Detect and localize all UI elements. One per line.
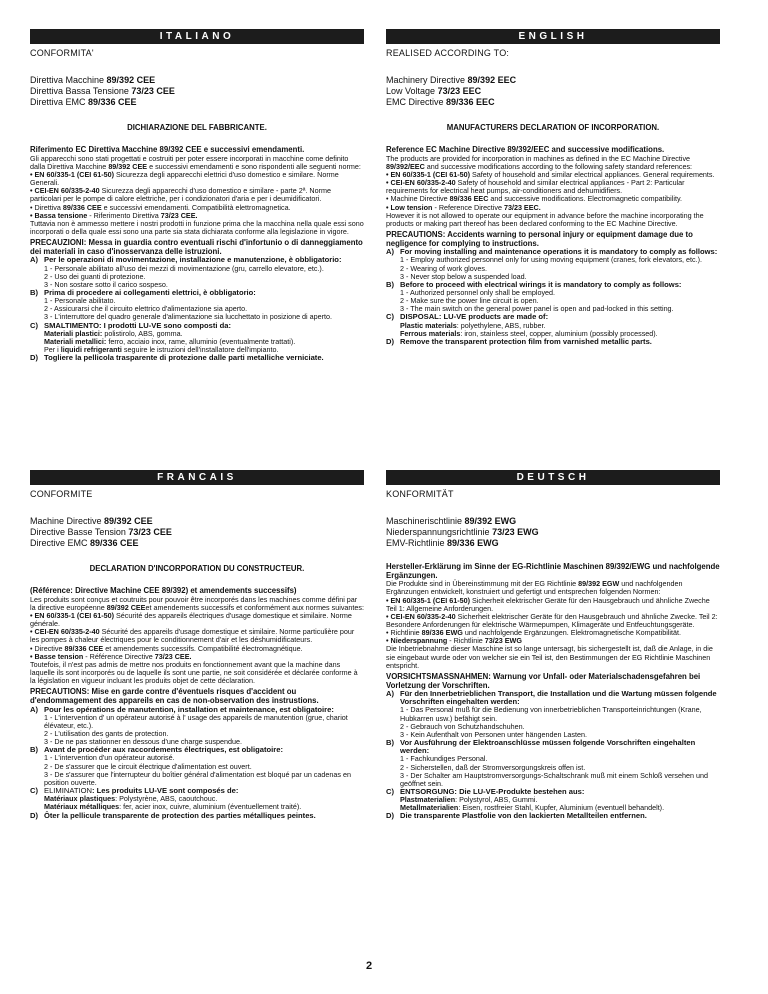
paragraph: Tuttavia non è ammesso mettere i nostri prodotti in funzione prima che la macchina nella quale essi sono incorporati o della quale essi sono una parte sia stata dichiarata conforme alla legislazione in vigore. xyxy=(30,218,364,236)
declaration-body xyxy=(386,563,720,821)
list-item: D) Ôter la pellicule transparente de protection des parties métalliques peintes. xyxy=(30,810,316,820)
directive-line: EMV-Richtlinie 89/336 EWG xyxy=(386,538,499,548)
directive-line: Machinery Directive 89/392 EEC xyxy=(386,75,517,85)
standard-item: • EN 60/335-1 (CEI 61-50) Sicurezza degli apparecchi elettrici d'uso domestico e similare. Norme Generali. xyxy=(30,169,339,188)
list-item: D) Remove the transparent protection film from varnished metallic parts. xyxy=(386,336,652,346)
section-francais xyxy=(30,470,364,820)
reference-heading: (Référence: Directive Machine CEE 89/392) et amendements successifs) xyxy=(30,586,297,595)
standard-item: • Machine Directive 89/336 EEC and successive modifications. Electromagnetic compatibility. xyxy=(386,194,683,204)
declaration-title: DICHIARAZIONE DEL FABBRICANTE. xyxy=(127,123,267,132)
paragraph: The products are provided for incorporation in machines as defined in the EC Machine Directive 89/392/EEC and successive modifications according to the following safety standard references: xyxy=(386,153,693,171)
list-item: B) Prima di procedere ai collegamenti elettrici, è obbligatorio: 1 - Personale abilitato. 2 - Assicurarsi che il circuito elettrico d'alimentazione sia aperto. 3 - L'interruttore del quadro generale d'alimentazione sia lucchettato in posizione di aperto. xyxy=(30,287,333,322)
list-item: A) For moving installing and maintenance operations it is mandatory to comply as follows: 1 - Employ authorized personnel only for using moving equipment (cranes, fork elevators, etc.). 2 - Wearing of work gloves. 3 - Never stop below a suspended load. xyxy=(386,247,718,281)
page-number: 2 xyxy=(366,960,373,972)
precautions-heading: PRECAUTIONS: Mise en garde contre d'éventuels risques d'accident ou d'endommagement des appareils en cas de non-observation des instrustions. xyxy=(30,687,319,705)
section-italiano xyxy=(30,29,364,362)
list-item: D) Die transparente Plastfolie von den lackierten Metallteilen entfernen. xyxy=(386,811,647,821)
standard-item: • CEI-EN 60/335-2-40 Sicherheit elektrischer Geräte für den Hausgebrauch und ähnliche Zwecke. Teil 2: Besondere Anforderungen für elektrische Wärmepumpen, Klimageräte und Entfeuchtungsgeräte. xyxy=(386,611,718,629)
precautions-heading: PRECAUZIONI: Messa in guardia contro eventuali rischi d'infortunio o di danneggiamento dei materiali in caso d'inosservanza delle istruzioni. xyxy=(30,238,363,256)
directives-list xyxy=(30,75,364,108)
list-item: B) Avant de procéder aux raccordements électriques, est obligatoire: 1 - L'intervention d'un opérateur autorisé. 2 - De s'assurer que le circuit électrique d'alimentation est ouvert. 3 - De s'assurer que l'interrupteur du boîtier général d'alimentation est bloqué par un cadenas en position ouverte. xyxy=(30,745,351,787)
list-item: D) Togliere la pellicola trasparente di protezione dalle parti metalliche verniciate. xyxy=(30,353,324,363)
section-english xyxy=(386,29,720,346)
precautions-heading: VORSICHTSMASSNAHMEN: Warnung vor Unfall- oder Materialschadensgefahren bei Vorletzung der Vorschriften. xyxy=(386,671,701,690)
list-item: C) SMALTIMENTO: I prodotti LU-VE sono composti da: Materiali plastici: polistirolo, ABS, gomma. Materiali metallici: ferro, acciaio inox, rame, alluminio (eventualmente trattati). Per i liquidi refrigeranti seguire le istruzioni dell'installatore dell'impianto. xyxy=(30,320,296,355)
conformity-label: CONFORMITE xyxy=(30,489,93,499)
declaration-title: DECLARATION D'INCORPORATION DU CONSTRUCTEUR. xyxy=(89,564,305,573)
section-deutsch xyxy=(386,470,720,821)
standard-item: • EN 60/335-1 (CEI 61-50) Sécurité des appareils électriques d'usage domestique et similaire. Norme générale. xyxy=(30,610,352,629)
standard-item: • Richtlinie 89/336 EWG und nachfolgende Ergänzungen. Elektromagnetische Kompatibilität. xyxy=(386,628,681,638)
language-banner-italiano: ITALIANO xyxy=(30,29,364,44)
list-item: C) ELIMINATION: Les produits LU-VE sont composés de: Matériaux plastiques: Polystyrène, ABS, caoutchouc. Matériaux métalliques: fer, acier inox, cuivre, aluminium (éventuellement traité). xyxy=(30,786,302,812)
standard-item: • CEI-EN 60/335-2-40 Sécurité des appareils d'usage domestique et similaire. Norme particulière pour les pompes à chaleur électriques pour le conditionnement d'air et les déshumidificateurs. xyxy=(30,627,355,645)
list-item: A) Pour les opérations de manutention, installation et maintenance, est obligatoire: 1 - L'intervention d' un opérateur autorisé à l' usage des appareils de manutention (grue, chariot élévateur, etc.). 2 - L'utilisation des gants de protection. 3 - De ne pas stationner en dessous d'une charge suspendue. xyxy=(30,704,348,747)
directive-line: Low Voltage 73/23 EEC xyxy=(386,86,482,96)
reference-heading: Reference EC Machine Directive 89/392/EEC and successive modifications. xyxy=(386,145,665,154)
standard-item: • EN 60/335-1 (CEI 61-50) Sicherheit elektrischer Geräte für den Hausgebrauch und ähnliche Zweche Teil 1: Allgemeine Anforderungen. xyxy=(386,595,710,613)
directives-list xyxy=(386,516,720,549)
language-banner-francais: FRANCAIS xyxy=(30,470,364,485)
reference-heading: Hersteller-Erklärung im Sinne der EG-Richtlinie Maschinen 89/392/EWG und nachfolgende Ergänzungen. xyxy=(386,562,720,580)
directive-line: Direttiva Bassa Tensione 73/23 CEE xyxy=(30,86,175,96)
paragraph: Gli apparecchi sono stati progettati e costruiti per poter essere incorporati in macchine come definito dalla Direttiva Macchine 89/392 CEE e successivi emendamenti e sono rispondenti alle seguenti norme: xyxy=(30,153,361,171)
directive-line: Direttiva EMC 89/336 CEE xyxy=(30,97,137,107)
paragraph: However it is not allowed to operate our equipment in advance before the machine incorporating the products or making part thereof has been declared conforming to the EC Machine Directive. xyxy=(386,210,704,228)
standard-item: • Bassa tensione - Riferimento Direttiva 73/23 CEE. xyxy=(30,210,198,220)
standard-item: • Niederspannung - Richtlinie 73/23 EWG xyxy=(386,636,522,646)
directives-list xyxy=(386,75,720,108)
directives-list xyxy=(30,516,364,549)
list-item: A) Für den Innerbetrieblichen Transport, die Installation und die Wartung müssen folgende Vorschriften eingehalten werden: 1 - Das Personal muß für die Bedienung von innerbetrieblichen Transporteinrichtungen (Krane, Hubkarren usw.) befähigt sein. 2 - Gebrauch von Schutzhandschuhen. 3 - Kein Aufenthalt von Personen unter hängenden Lasten. xyxy=(386,689,717,739)
declaration-title: MANUFACTURERS DECLARATION OF INCORPORATION. xyxy=(446,123,660,132)
standard-item: • CEI-EN 60/335-2-40 Safety of household and similar electrical appliances - Part 2: Particular requirements for electrical heat pumps, air-conditioners and dehumidifiers. xyxy=(386,178,685,196)
paragraph: Die Inbetriebnahme dieser Maschine ist so lange untersagt, bis sichergestellt ist, daß die Anlage, in die sie eingebaut wurde oder von welcher sie ein Teil ist, den Bestimmungen der EG Richtlinie Maschinen entspricht. xyxy=(386,644,713,670)
precautions-heading: PRECAUTIONS: Accidents warning to personal injury or equipment damage due to negligence for complying to instructions. xyxy=(386,230,693,248)
standard-item: • Directive 89/336 CEE et amendements successifs. Compatibilité électromagnétique. xyxy=(30,643,303,653)
list-item: B) Vor Ausführung der Elektroanschlüsse müssen folgende Vorschriften eingehalten werden: 1 - Fachkundiges Personal. 2 - Sicherstellen, daß der Stromversorgungskreis offen ist. 3 - Der Schalter am Hauptstromversorgungs-Schaltschrank muß mit einem Schloß versehen und geöffnet sein. xyxy=(386,738,708,788)
language-banner-english: ENGLISH xyxy=(386,29,720,44)
paragraph: Toutefois, il n'est pas admis de mettre nos produits en fonctionnement avant que la machine dans laquelle ils sont incorporés ou de laquelle ils sont une partie, ne soit considérée et déclarée conforme à la législation en vigueur incluant les produits objet de cette déclaration. xyxy=(30,659,358,686)
standard-item: • Basse tension - Référence Directive 73/23 CEE. xyxy=(30,651,192,661)
directive-line: Directive EMC 89/336 CEE xyxy=(30,538,139,548)
standard-item: • Low tension - Reference Directive 73/23 EEC. xyxy=(386,202,541,212)
directive-line: Maschinerischtlinie 89/392 EWG xyxy=(386,516,517,526)
standard-item: • CEI-EN 60/335-2-40 Sicurezza degli apparecchi d'uso domestico e similare - parte 2ª. Norme particolari per le pompe di calore elettriche, per i condizionatori d'aria e per i deumidificatori. xyxy=(30,186,331,204)
list-item: C) DISPOSAL: LU-VE products are made of: Plastic materials: polyethylene, ABS, rubber. Ferrous materials: iron, stainless steel, copper, aluminium (possibly processed). xyxy=(386,312,658,338)
declaration-body xyxy=(30,146,364,362)
reference-heading: Riferimento EC Direttiva Macchine 89/392 CEE e successivi emendamenti. xyxy=(30,145,305,154)
language-banner-deutsch: DEUTSCH xyxy=(386,470,720,485)
paragraph: Les produits sont conçus et coutruits pour pouvoir être incorporés dans les machines comme défini par la directive européenne 89/392 CEEet amendements successifs et conformément aux normes suivantes: xyxy=(30,594,365,612)
list-item: A) Per le operazioni di movimentazione, installazione e manutenzione, è obbligatorio: 1 - Personale abilitato all'uso dei mezzi di movimentazione (gru, carrello elevatore, etc.). 2 - Uso dei guanti di protezione. 3 - Non sostare sotto il carico sospeso. xyxy=(30,255,342,289)
declaration-body xyxy=(386,146,720,346)
conformity-label: REALISED ACCORDING TO: xyxy=(386,48,510,58)
directive-line: Direttiva Macchine 89/392 CEE xyxy=(30,75,156,85)
conformity-label: KONFORMITÄT xyxy=(386,489,454,499)
standard-item: • EN 60/335-1 (CEI 61-50) Safety of household and similar electrical appliances. General requirements. xyxy=(386,169,715,179)
standard-item: • Direttiva 89/336 CEE e successivi emendamenti. Compatibilità elettromagnetica. xyxy=(30,202,291,212)
directive-line: Niederspannungsrichtlinie 73/23 EWG xyxy=(386,527,539,537)
directive-line: Machine Directive 89/392 CEE xyxy=(30,516,153,526)
list-item: C) ENTSORGUNG: Die LU-VE-Produkte bestehen aus: Plastmaterialien: Polystyrol, ABS, Gummi. Metallmaterialien: Eisen, rostfreier Stahl, Kupfer, Aluminium (eventuell behandelt). xyxy=(386,786,665,813)
directive-line: EMC Directive 89/336 EEC xyxy=(386,97,495,107)
conformity-label: CONFORMITA' xyxy=(30,48,94,58)
paragraph: Die Produkte sind in Übereinstimmung mit der EG Richtlinie 89/392 EGW und nachfolgenden Ergänzungen entwickelt, konstruiert und gefertigt und entsprechen folgenden Normen: xyxy=(386,579,683,597)
declaration-body xyxy=(30,587,364,820)
list-item: B) Before to proceed with electrical wirings it is mandatory to comply as follows: 1 - Authorized personnel only shall be employed. 2 - Make sure the power line circuit is open. 3 - The main switch on the general power panel is open and pad-locked in this setting. xyxy=(386,279,682,314)
directive-line: Directive Basse Tension 73/23 CEE xyxy=(30,527,172,537)
